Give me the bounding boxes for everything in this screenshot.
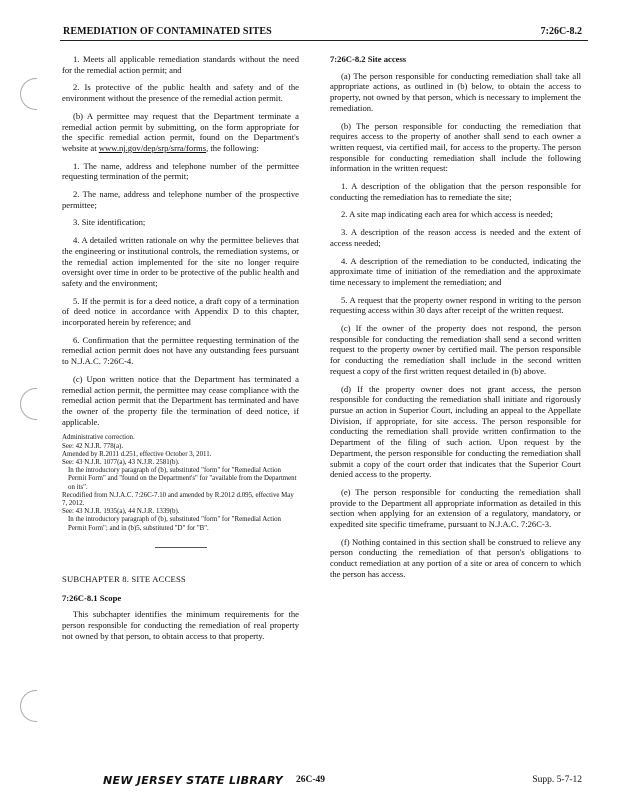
history-line: See: 42 N.J.R. 778(a). — [62, 442, 124, 450]
paragraph: 4. A description of the remediation to be conducted, indicating the approximate time of initiation of the remediation and the approximate time necessary to implement the remediation; and — [330, 255, 581, 287]
paragraph: (a) The person responsible for conducting remediation shall take all appropriate actions, as outlined in (b) below, to obtain the access to property, not owned by that person, which is necessary to implement the remediation. — [330, 70, 581, 113]
history-line: In the introductory paragraph of (b), substituted "form" for "Remedial Action Permit Form" and "found on the Department's" for "available from the Department on its". — [68, 467, 297, 491]
supplement-date: Supp. 5-7-12 — [532, 775, 582, 785]
header-rule — [60, 40, 588, 41]
page-number: 26C-49 — [296, 775, 326, 785]
paragraph: 4. A detailed written rationale on why the permittee believes that the engineering or institutional controls, the remediation systems, or the remedial action implemented for the site no longer require oversight over time in order to be protective of the public health and safety and the environment; — [62, 235, 299, 288]
paragraph: 1. The name, address and telephone number of the permittee requesting termination of the permit; — [62, 160, 299, 182]
paragraph: 6. Confirmation that the permittee requesting termination of the remedial action permit does not have any outstanding fees pursuant to N.J.A.C. 7:26C-4. — [62, 334, 299, 367]
history-line: Recodified from N.J.A.C. 7:26C-7.10 and amended by R.2012 d.095, effective May 7, 2012. — [62, 491, 294, 508]
section-heading: 7:26C-8.2 Site access — [330, 54, 407, 64]
section-divider — [155, 547, 207, 548]
paragraph: 3. A description of the reason access is needed and the extent of access needed; — [330, 227, 581, 248]
right-column — [330, 54, 581, 587]
paragraph: (c) Upon written notice that the Department has terminated a remedial action permit, the permittee may cease compliance with the remedial action permit that the Department has terminated and have the owner of the property file the termination of deed notice, if applicable. — [62, 373, 299, 427]
history-line: See: 43 N.J.R. 1077(a), 43 N.J.R. 2581(b). — [62, 459, 180, 466]
subchapter-heading: SUBCHAPTER 8. SITE ACCESS — [62, 573, 186, 584]
paragraph: 5. A request that the property owner respond in writing to the person requesting access within 30 days after receipt of the written request. — [330, 294, 581, 316]
paragraph: 2. The name, address and telephone number of the prospective permittee; — [62, 189, 299, 210]
paragraph: (b) The person responsible for conducting the remediation that requires access to the property of another shall send to each owner a written request, via certified mail, for access to the property. The person responsible for conducting remediation shall include the following information in the written request: — [330, 120, 581, 174]
paragraph-text: , the following: — [206, 142, 259, 153]
running-header-title: REMEDIATION OF CONTAMINATED SITES — [63, 26, 272, 37]
paragraph: 3. Site identification; — [73, 217, 146, 228]
paragraph: This subchapter identifies the minimum requirements for the person responsible for conducting the remediation of real property not owned by that person, to obtain access to that property. — [62, 609, 299, 641]
paragraph: 2. Is protective of the public health and safety and of the environment without the presence of the remedial action permit. — [62, 82, 299, 104]
paragraph: (c) If the owner of the property does not respond, the person responsible for conducting the remediation shall send a second written request to the property owner by certified mail. The person responsible for conducting the remediation shall include in the second written request a copy of the first written request detailed in (b) above. — [330, 323, 581, 376]
paragraph-text: (b) A permittee may request that the Department terminate a remedial action permit by submitting, on the form appropriate for the specific remedial action permit, found on the Department's website at — [62, 110, 299, 153]
paragraph: 2. A site map indicating each area for which access is needed; — [341, 209, 553, 220]
binder-hole — [20, 690, 37, 722]
history-line: Administrative correction. — [62, 434, 135, 442]
section-heading: 7:26C-8.1 Scope — [62, 592, 122, 603]
binder-hole — [20, 78, 37, 110]
history-notes — [62, 434, 299, 532]
paragraph: 1. A description of the obligation that the person responsible for conducting the remediation has to remediate the site; — [330, 181, 581, 202]
binder-hole — [20, 388, 37, 420]
paragraph: 1. Meets all applicable remediation standards without the need for the remedial action permit; and — [62, 54, 299, 75]
paragraph: (f) Nothing contained in this section shall be construed to relieve any person conducting the remediation of that person's obligations to conduct remediation at any portion of a site or area of concern to which the person has access. — [330, 536, 581, 579]
library-stamp: NEW JERSEY STATE LIBRARY — [103, 774, 283, 787]
history-line: In the introductory paragraph of (b), substituted "form" for "Remedial Action Permit Form"; and in (b)5, substituted "D" for "B". — [68, 516, 281, 532]
history-line: See: 43 N.J.R. 1935(a), 44 N.J.R. 1339(b). — [62, 508, 180, 516]
paragraph: (e) The person responsible for conducting the remediation shall provide to the Department all appropriate information as detailed in this section when applying for an extension of a regulatory, mandatory, or expedited site specific timeframe, pursuant to N.J.A.C. 7:26C-3. — [330, 486, 581, 530]
left-column — [62, 54, 299, 648]
forms-url-link[interactable]: www.nj.gov/dep/srp/srra/forms — [98, 142, 207, 153]
paragraph: 5. If the permit is for a deed notice, a draft copy of a termination of deed notice in accordance with Appendix D to this chapter, incorporated herein by reference; and — [62, 295, 299, 328]
paragraph-with-link — [62, 111, 299, 154]
paragraph: (d) If the property owner does not grant access, the person responsible for conducting the remediation shall initiate and rigorously pursue an action in Superior Court, including an appeal to the Appellate Division, if appropriate, for site access. The person responsible for conducting the remediation shall provide written confirmation to the Department of the filing of such action. Upon request by the Department, the person responsible for conducting the remediation shall submit a copy of the court order that indicates that the Superior Court denied access to the property. — [330, 383, 581, 480]
history-line: Amended by R.2011 d.251, effective October 3, 2011. — [62, 450, 212, 458]
running-header-section: 7:26C-8.2 — [540, 26, 582, 37]
